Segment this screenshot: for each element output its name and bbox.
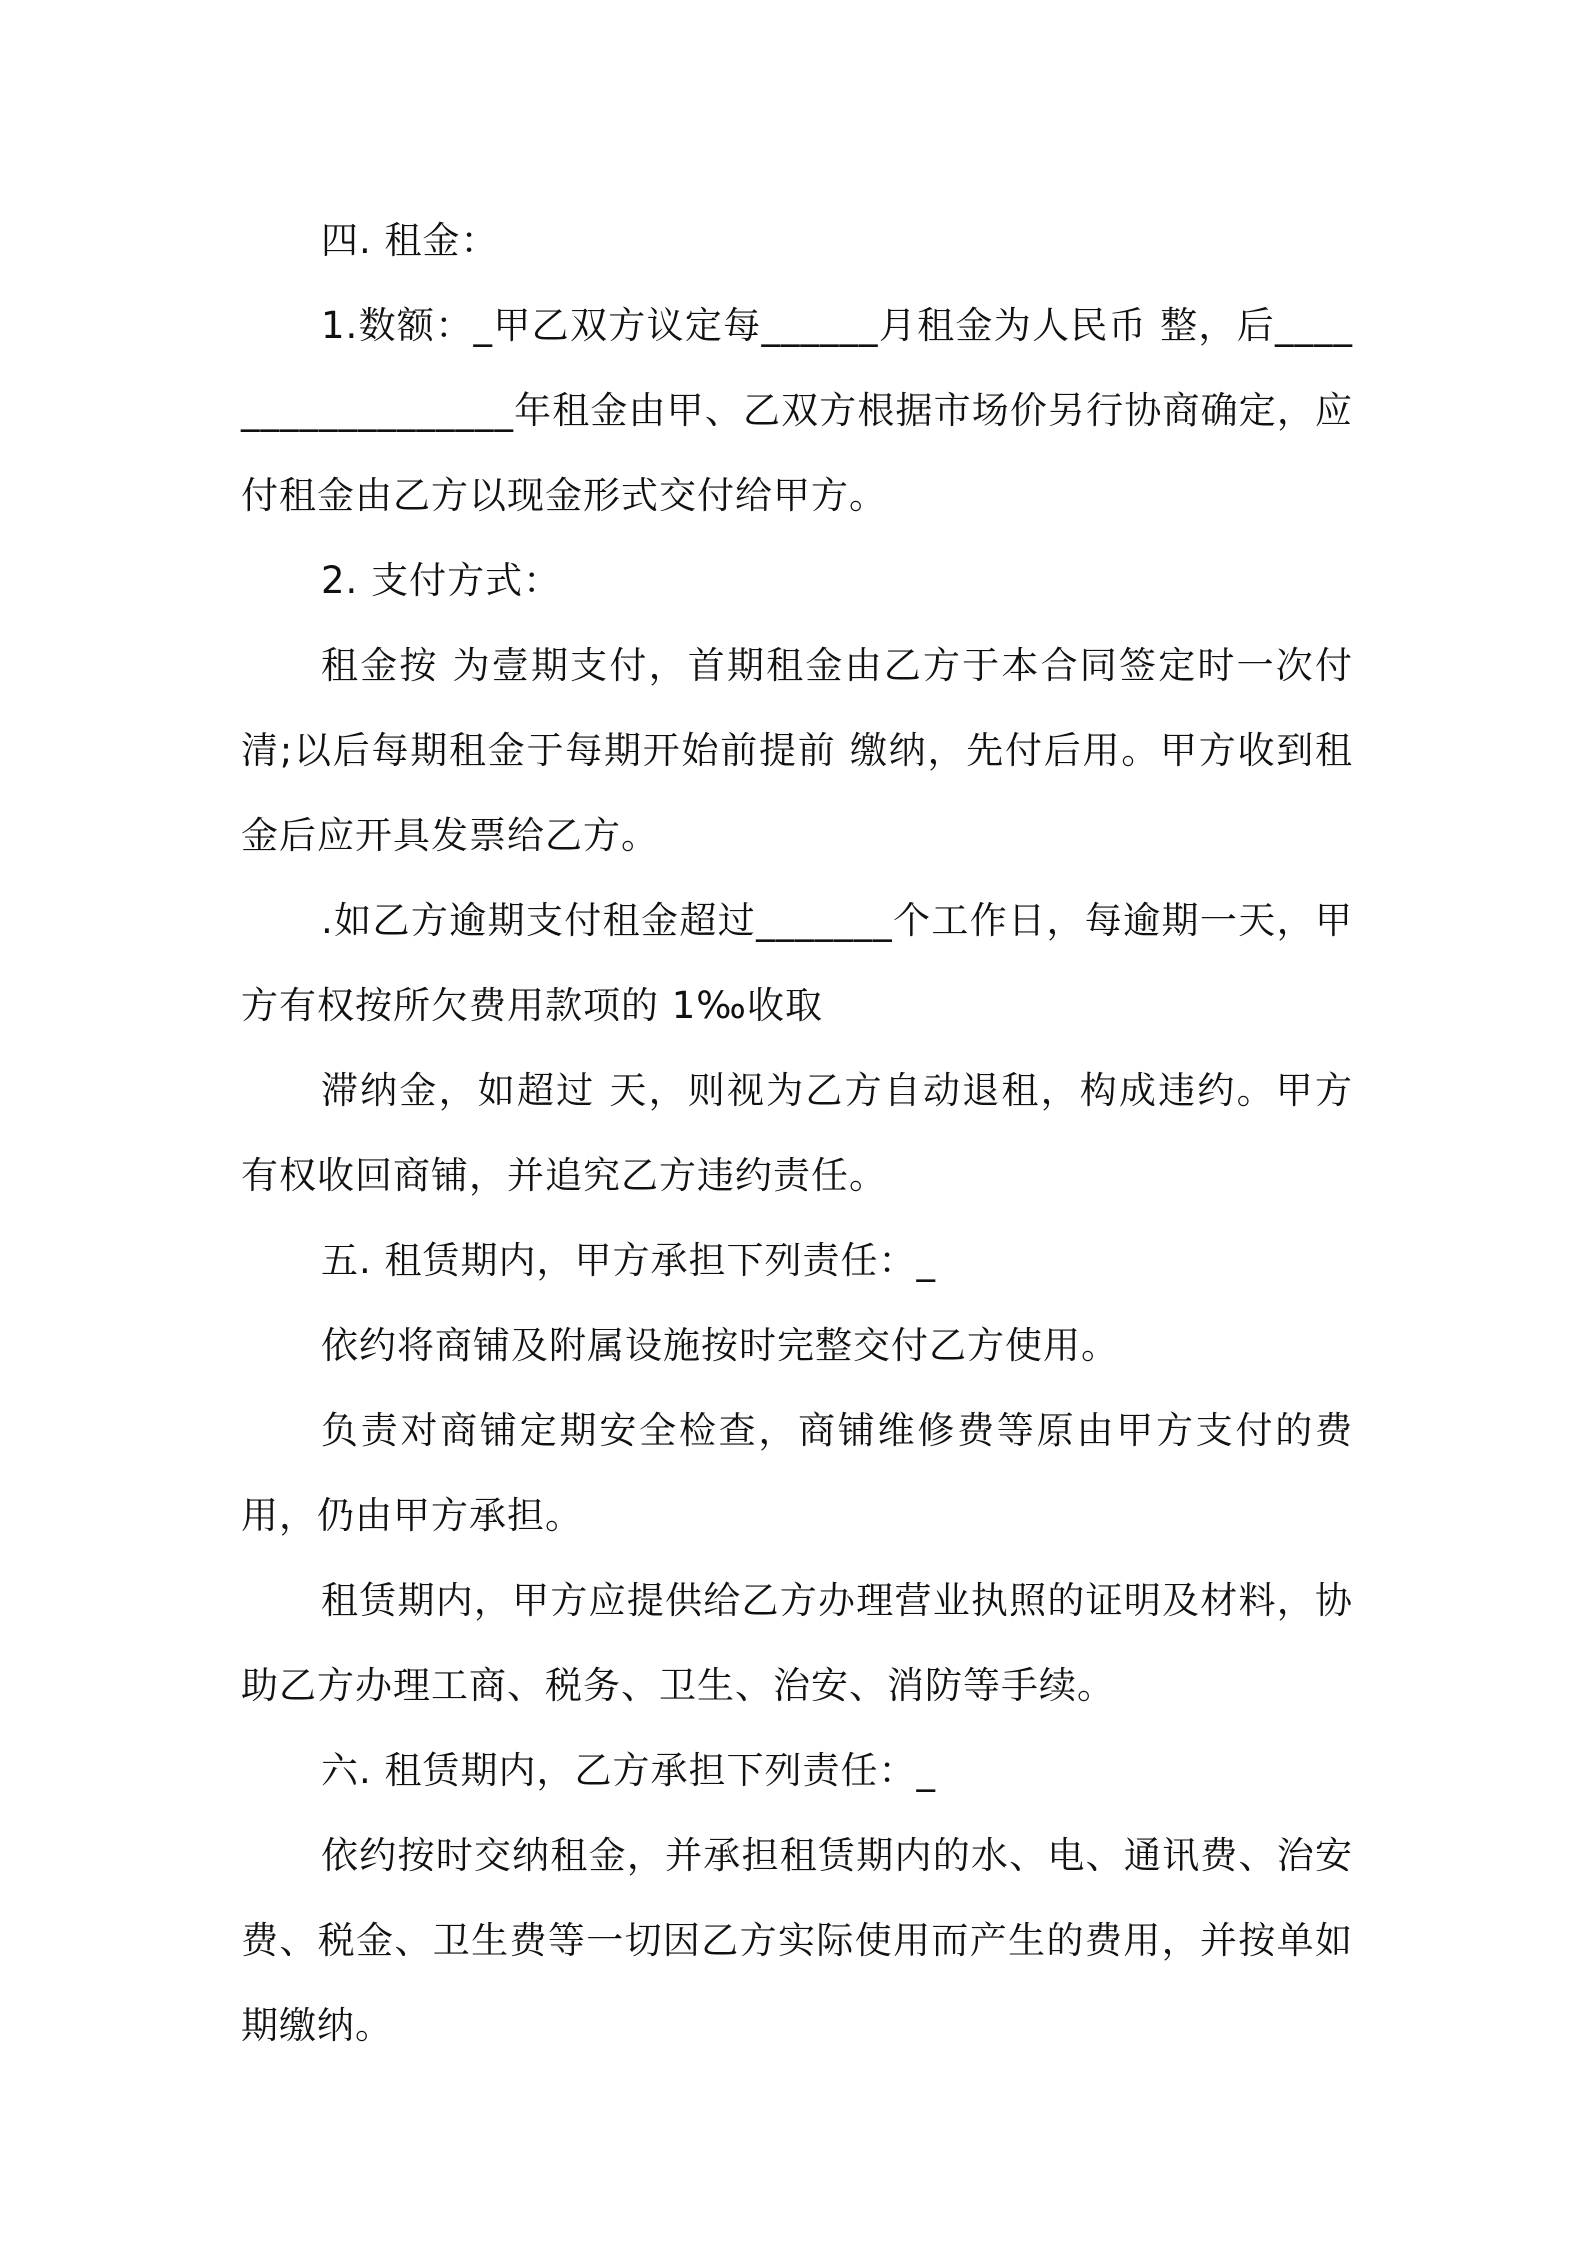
section-heading-lessee-duties: 六. 租赁期内，乙方承担下列责任：_ [321,1749,937,1792]
paragraph-payment-terms: 租金按 为壹期支付，首期租金由乙方于本合同签定时一次付清;以后每期租金于每期开始前提前 缴纳，先付后用。甲方收到租金后应开具发票给乙方。 [241,644,1353,857]
paragraph-late-fee: 滞纳金，如超过 天，则视为乙方自动退租，构成违约。甲方有权收回商铺，并追究乙方违约责任。 [241,1069,1353,1197]
paragraph-rent-amount: 1.数额：_甲乙双方议定每______月租金为人民币 整，后__________________年租金由甲、乙双方根据市场价另行协商确定，应付租金由乙方以现金形式交付给甲方。 [241,304,1353,517]
paragraph-lessor-duty-delivery: 依约将商铺及附属设施按时完整交付乙方使用。 [321,1324,1119,1367]
paragraph-lessor-duty-license: 租赁期内，甲方应提供给乙方办理营业执照的证明及材料，协助乙方办理工商、税务、卫生、治安、消防等手续。 [241,1579,1353,1707]
subsection-heading-payment-method: 2. 支付方式： [321,559,562,602]
paragraph-late-payment: .如乙方逾期支付租金超过_______个工作日，每逾期一天，甲方有权按所欠费用款项的 1‰收取 [241,899,1353,1027]
section-heading-rent: 四. 租金： [321,219,499,262]
document-body [241,198,1353,2068]
section-heading-lessor-duties: 五. 租赁期内，甲方承担下列责任：_ [321,1239,937,1282]
paragraph-lessee-duty-fees: 依约按时交纳租金，并承担租赁期内的水、电、通讯费、治安费、税金、卫生费等一切因乙方实际使用而产生的费用，并按单如期缴纳。 [241,1834,1353,2047]
paragraph-lessor-duty-inspection: 负责对商铺定期安全检查，商铺维修费等原由甲方支付的费用，仍由甲方承担。 [241,1409,1353,1537]
